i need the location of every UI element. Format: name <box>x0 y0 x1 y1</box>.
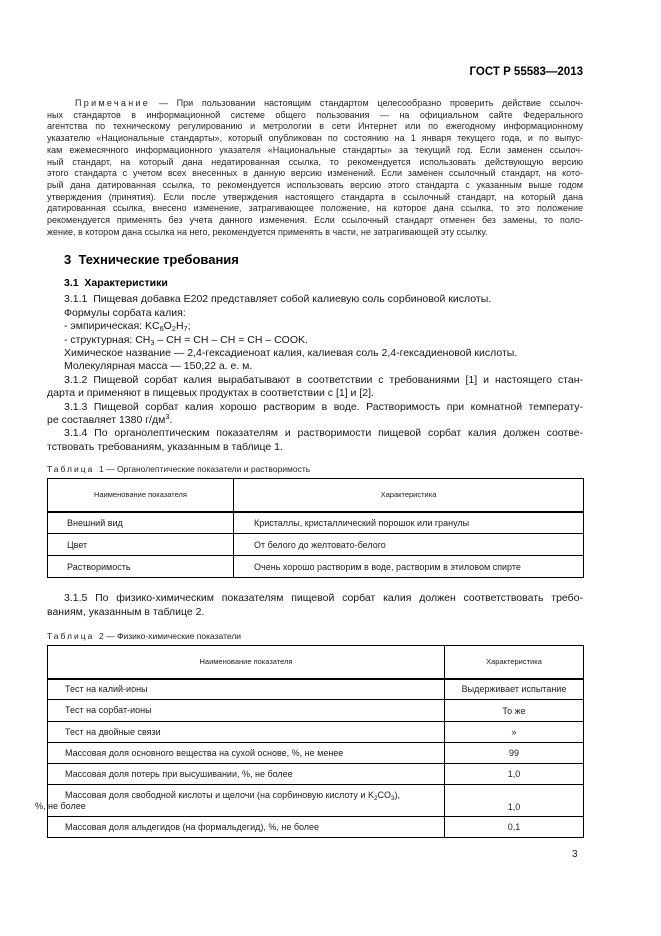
note-line: этого стандарта с учетом всех внесенных в данную версию изменений. Если заменен ссылочный стандарт, на кото- <box>47 168 583 179</box>
value-cell: От белого до желтовато-белого <box>234 534 584 556</box>
column-header: Наименование показателя <box>48 646 445 679</box>
clause-3-1-3-line: ре составляет 1380 $г/дм^3$. <box>47 411 173 426</box>
clause-3-1-5 <box>47 592 583 619</box>
table-row <box>48 764 584 785</box>
clause-3-1-5-line: 3.1.5 По физико-химическим показателям пищевой сорбат калия должен соответствовать требо- <box>64 592 583 605</box>
note-line: агентства по техническому регулированию и метрологии в сети Интернет или по ежегодному информационному <box>47 121 583 132</box>
section-heading: 3 Технические требования <box>64 252 239 267</box>
column-header: Характеристика <box>445 646 584 679</box>
clause-3-1-5-line: ваниям, указанным в таблице 2. <box>47 605 205 618</box>
clause-3-1-2-line: дарта и применяют в пищевых продуктах в соответствии с [1] и [2]. <box>47 387 374 400</box>
note-line: ный стандарт, на который дана недатированная ссылка, то рекомендуется использовать действующую версию <box>47 156 583 167</box>
value-cell: 1,0 <box>445 764 584 785</box>
value-cell: 99 <box>445 743 584 764</box>
note-line: ных стандартов в информационной системе общего пользования — на официальном сайте Федерального <box>47 109 583 120</box>
indicator-cell: Растворимость <box>48 556 234 578</box>
note-line: утверждения (принятия). Если после утверждения настоящего стандарта в ссылочный стандарт, на который дана <box>47 191 583 202</box>
structural-formula: - структурная: $CH_3$ – CH = CH – CH = CH – COOK. <box>64 333 308 347</box>
table-row <box>48 700 584 722</box>
formulas-label: Формулы сорбата калия: <box>64 306 186 319</box>
value-cell: Выдерживает испытание <box>445 679 584 700</box>
table-header-row <box>48 646 584 679</box>
table-row <box>48 743 584 764</box>
note-label: Примечание <box>75 98 151 108</box>
indicator-cell: Тест на двойные связи <box>48 722 445 743</box>
table2-caption: Таблица 2 — Физико-химические показатели <box>47 630 242 641</box>
document-number: ГОСТ Р 55583—2013 <box>469 66 583 78</box>
table-row <box>48 679 584 700</box>
indicator-cell: Массовая доля потерь при высушивании, %, не более <box>48 764 445 785</box>
indicator-cell: Тест на калий-ионы <box>48 679 445 700</box>
clause-3-1-2-line: 3.1.2 Пищевой сорбат калия вырабатывают в соответствии с требованиями [1] и настоящего стан- <box>64 373 583 386</box>
column-header: Наименование показателя <box>48 479 234 512</box>
indicator-cell: Цвет <box>48 534 234 556</box>
column-header: Характеристика <box>234 479 584 512</box>
table-row <box>48 556 584 578</box>
indicator-cell: Массовая доля основного вещества на сухой основе, %, не менее <box>48 743 445 764</box>
note-line: указателю «Национальные стандарты», который опубликован по состоянию на 1 января текущего года, и по выпус- <box>47 133 583 144</box>
value-cell: Очень хорошо растворим в воде, растворим в этиловом спирте <box>234 556 584 578</box>
chemical-name: Химическое название — 2,4-гексадиеноат калия, калиевая соль 2,4-гексадиеновой кислоты. <box>64 346 518 359</box>
note-line: жение, в котором дана ссылка на него, рекомендуется применять в части, не затрагивающей эту ссылку. <box>47 226 488 237</box>
note-line: кам ежемесячного информационного указателя «Национальные стандарты» за текущий год. Если заменен ссылоч- <box>47 144 583 155</box>
section-body <box>47 293 583 454</box>
table-row <box>48 534 584 556</box>
value-cell: » <box>445 722 584 743</box>
indicator-cell: Тест на сорбат-ионы <box>48 700 445 722</box>
clause-3-1-3-line: 3.1.3 Пищевой сорбат калия хорошо растворим в воде. Растворимость при комнатной температу- <box>64 400 583 413</box>
value-cell: 0,1 <box>445 817 584 838</box>
page-number: 3 <box>572 849 578 860</box>
note-line: Примечание — При пользовании настоящим стандартом целесообразно проверить действие ссылоч- <box>75 98 583 108</box>
clause-3-1-1: 3.1.1 Пищевая добавка Е202 представляет собой калиевую соль сорбиновой кислоты. <box>64 293 492 306</box>
table-row <box>48 817 584 838</box>
table-organoleptic <box>47 478 584 578</box>
clause-3-1-4-line: 3.1.4 По органолептическим показателям и растворимости пищевой сорбат калия должен соотве- <box>64 427 583 440</box>
subsection-heading: 3.1 Характеристики <box>64 277 168 289</box>
table-row <box>48 512 584 534</box>
indicator-cell: Внешний вид <box>48 512 234 534</box>
note-paragraph <box>47 98 583 238</box>
molar-mass: Молекулярная масса — 150,22 а. е. м. <box>64 360 253 373</box>
note-line: рый дана датированная ссылка, то рекомендуется использовать версию этого стандарта с указанным выше годом <box>47 179 583 190</box>
table-row <box>48 722 584 743</box>
clause-3-1-4-line: тствовать требованиям, указанным в таблице 1. <box>47 440 283 453</box>
value-cell: 1,0 <box>445 785 584 817</box>
indicator-cell: Массовая доля альдегидов (на формальдегид), %, не более <box>48 817 445 838</box>
table1-caption: Таблица 1 — Органолептические показатели и растворимость <box>47 463 311 474</box>
value-cell: Кристаллы, кристаллический порошок или гранулы <box>234 512 584 534</box>
empirical-formula: - эмпирическая: $KC_6O_2H_7$; <box>64 320 191 334</box>
value-cell: То же <box>445 700 584 722</box>
table-row <box>48 785 584 817</box>
note-line: датированная ссылка, внесено изменение, затрагивающее положение, на которое дана ссылка, то это положение <box>47 203 583 214</box>
indicator-cell: Массовая доля свободной кислоты и щелочи (на сорбиновую кислоту и $K_2CO_3$), %, не более <box>48 785 445 817</box>
table-physicochemical <box>35 645 584 838</box>
table-header-row <box>48 479 584 512</box>
note-line: рекомендуется применять без учета данного изменения. Если ссылочный стандарт отменен без замены, то поло- <box>47 215 583 226</box>
